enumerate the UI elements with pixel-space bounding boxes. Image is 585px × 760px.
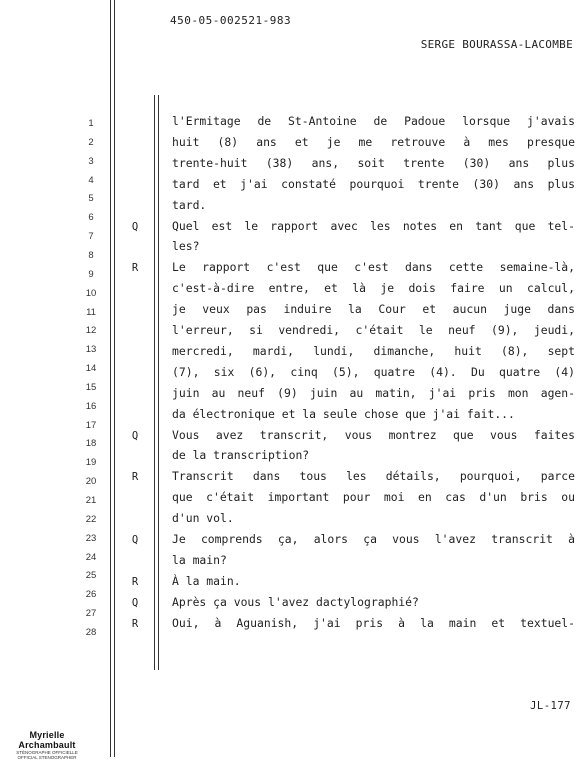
transcript-line: les? [172,239,200,254]
transcript-line: tard et j'ai constaté pourquoi trente (30) ans plus [172,176,575,191]
line-number: 22 [85,513,97,525]
line-number: 5 [88,193,94,205]
line-number: 26 [85,589,97,601]
line-number: 13 [85,344,97,356]
page-reference: JL-177 [530,700,571,712]
line-number: 3 [88,155,94,167]
speaker-name-header: SERGE BOURASSA-LACOMBE [420,38,573,51]
speaker-marker: R [131,617,139,630]
stenographer-title-fr: STÉNOGRAPHE OFFICIELLE [16,750,78,755]
line-number: 16 [85,400,97,412]
line-number: 19 [85,457,97,469]
line-number: 21 [85,495,97,506]
speaker-marker: R [131,262,139,275]
line-number: 1 [88,118,94,129]
transcript-line: Transcrit dans tous les détails, pourquoi, parce [172,469,575,484]
stenographer-stamp [4,730,90,760]
transcript-line: Oui, à Aguanish, j'ai pris à la main et textuel- [172,615,575,630]
transcript-line: c'est-à-dire entre, et là je dois faire un calcul, [172,281,575,296]
line-number: 4 [88,174,94,186]
transcript-line: l'Ermitage de St-Antoine de Padoue lorsque j'avais [172,114,575,128]
left-margin-rule-1 [110,0,111,757]
speaker-marker: Q [131,534,139,546]
speaker-marker: R [131,575,139,588]
transcript-line: Quel est le rapport avec les notes en tant que tel- [172,218,575,233]
line-number: 9 [88,268,94,280]
left-margin-rule-2 [114,0,115,757]
line-number: 17 [85,419,97,431]
transcript-line: À la main. [172,573,241,588]
line-number: 27 [85,608,97,620]
line-number: 7 [88,231,94,243]
transcript-line: que c'était important pour moi en cas d'un bris ou [172,490,575,505]
transcript-line: da électronique et la seule chose que j'ai fait... [172,406,515,421]
transcript-line: je veux pas induire la Cour et aucun juge dans [172,302,575,317]
line-number: 28 [85,626,97,638]
transcript-line: Après ça vous l'avez dactylographié? [172,594,419,609]
transcript-line: Le rapport c'est que c'est dans cette semaine-là, [172,260,575,275]
text-margin-rule-2 [158,95,159,670]
line-number: 12 [85,325,97,337]
line-number: 6 [88,212,94,224]
stenographer-name: Myrielle Archambault [18,730,76,750]
transcript-line: huit (8) ans et je me retrouve à mes presque [172,134,575,149]
transcript-line: juin au neuf (9) juin au matin, j'ai pris mon agen- [172,385,575,400]
line-number: 24 [85,551,97,563]
line-number: 11 [86,306,96,318]
transcript-line: l'erreur, si vendredi, c'était le neuf (9), jeudi, [172,323,575,337]
stenographer-title-en: OFFICIAL STENOGRAPHER [17,755,77,760]
transcript-line: la main? [172,552,227,567]
speaker-marker: R [131,471,139,484]
speaker-marker: Q [131,596,139,609]
line-number: 15 [85,381,97,393]
transcript-line: trente-huit (38) ans, soit trente (30) ans plus [172,155,575,170]
transcript-line: Je comprends ça, alors ça vous l'avez transcrit à [172,532,575,546]
transcript-line: mercredi, mardi, lundi, dimanche, huit (8), sept [172,343,575,358]
speaker-marker: Q [131,220,139,233]
line-number: 14 [85,363,97,375]
line-number: 8 [88,249,94,261]
line-number: 18 [85,438,97,450]
transcript-line: d'un vol. [172,511,234,526]
document-id: 450-05-002521-983 [170,14,292,27]
line-number: 20 [85,476,97,488]
transcript-line: (7), six (6), cinq (5), quatre (4). Du quatre (4) [172,364,575,379]
line-number: 25 [85,570,97,582]
transcript-line: Vous avez transcrit, vous montrez que vous faites [172,427,575,442]
transcript-line: tard. [172,197,207,212]
line-number: 2 [88,136,94,148]
text-margin-rule-1 [154,95,155,670]
line-number: 23 [85,532,97,544]
transcript-line: de la transcription? [172,448,310,463]
line-number: 10 [85,287,97,299]
speaker-marker: Q [131,429,139,442]
